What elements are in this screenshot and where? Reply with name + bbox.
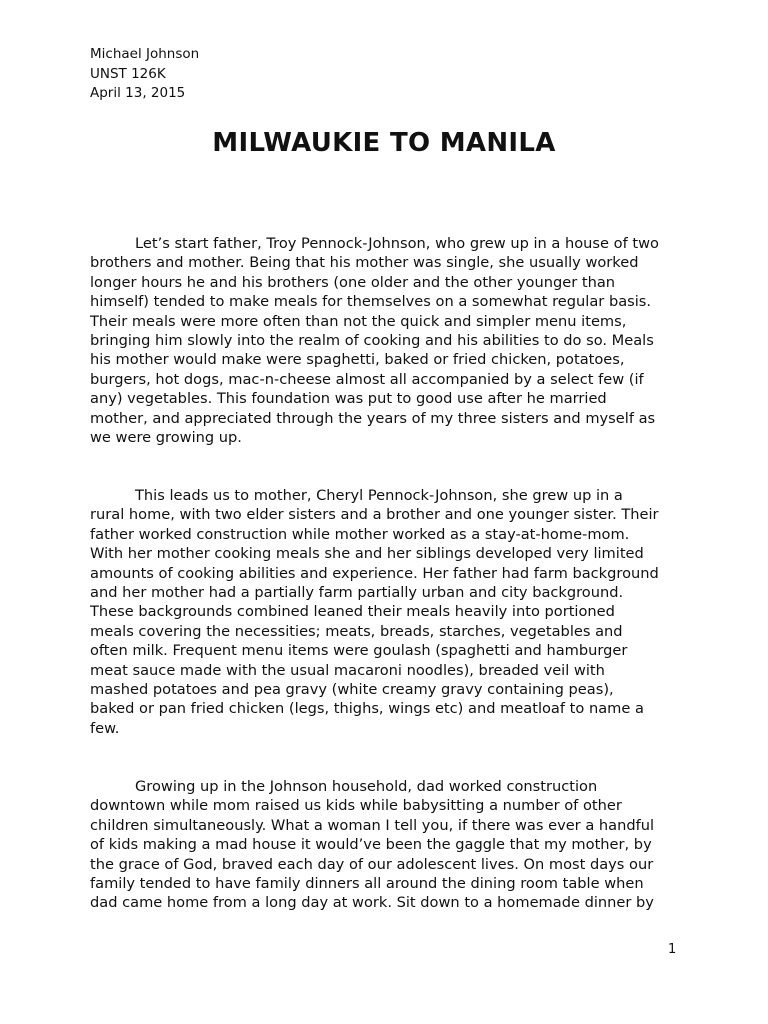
paragraph-line: This leads us to mother, Cheryl Pennock-Johnson, she grew up in a (135, 487, 623, 504)
paragraph-line: of kids making a mad house it would’ve been the gaggle that my mother, by (90, 836, 652, 854)
page-number: 1 (668, 942, 677, 957)
paragraph-line: longer hours he and his brothers (one older and the other younger than (90, 273, 616, 291)
paragraph-line: his mother would make were spaghetti, baked or fried chicken, potatoes, (90, 351, 625, 369)
paragraph-line: brothers and mother. Being that his mother was single, she usually worked (90, 254, 639, 272)
paragraph-2 (90, 486, 659, 738)
paragraph-line: and her mother had a partially farm partially urban and city background. (90, 584, 624, 602)
paragraph-line: dad came home from a long day at work. Sit down to a homemade dinner by (90, 894, 654, 912)
paragraph-line: few. (90, 719, 120, 737)
paragraph-line: burgers, hot dogs, mac-n-cheese almost all accompanied by a select few (if (90, 370, 644, 388)
paragraph-line: the grace of God, braved each day of our adolescent lives. On most days our (90, 855, 654, 873)
paragraph-line: himself) tended to make meals for themselves on a somewhat regular basis. (90, 293, 652, 311)
paragraph-line: meat sauce made with the usual macaroni noodles), breaded veil with (90, 661, 605, 679)
paragraph-1 (90, 234, 659, 447)
paragraph-line: meals covering the necessities; meats, breads, starches, vegetables and (90, 622, 623, 640)
paragraph-line: rural home, with two elder sisters and a brother and one younger sister. Their (90, 506, 659, 524)
paragraph-line: Let’s start father, Troy Pennock-Johnson, who grew up in a house of two (135, 235, 659, 252)
paragraph-line: any) vegetables. This foundation was put to good use after he married (90, 390, 607, 408)
header-block (90, 45, 199, 104)
paragraph-line: bringing him slowly into the realm of cooking and his abilities to do so. Meals (90, 332, 654, 350)
paragraph-line: family tended to have family dinners all around the dining room table when (90, 875, 644, 893)
paragraph-line: often milk. Frequent menu items were goulash (spaghetti and hamburger (90, 642, 628, 660)
paragraph-line: These backgrounds combined leaned their meals heavily into portioned (90, 603, 615, 621)
course-code: UNST 126K (90, 65, 166, 82)
paragraph-line: baked or pan fried chicken (legs, thighs, wings etc) and meatloaf to name a (90, 700, 644, 718)
author-name: Michael Johnson (90, 46, 200, 62)
paragraph-line: Their meals were more often than not the quick and simpler menu items, (90, 312, 627, 330)
document-title: MILWAUKIE TO MANILA (212, 128, 556, 158)
paragraph-line: downtown while mom raised us kids while babysitting a number of other (90, 797, 622, 815)
paragraph-line: Growing up in the Johnson household, dad worked construction (135, 778, 598, 795)
paragraph-line: mashed potatoes and pea gravy (white creamy gravy containing peas), (90, 681, 614, 699)
document-date: April 13, 2015 (90, 85, 186, 101)
paragraph-line: we were growing up. (90, 429, 242, 447)
paragraph-3 (90, 777, 654, 913)
paragraph-line: With her mother cooking meals she and her siblings developed very limited (90, 545, 644, 563)
paragraph-line: mother, and appreciated through the years of my three sisters and myself as (90, 409, 656, 427)
paragraph-line: children simultaneously. What a woman I tell you, if there was ever a handful (90, 816, 655, 834)
paragraph-line: amounts of cooking abilities and experience. Her father had farm background (90, 564, 659, 582)
paragraph-line: father worked construction while mother worked as a stay-at-home-mom. (90, 525, 630, 543)
